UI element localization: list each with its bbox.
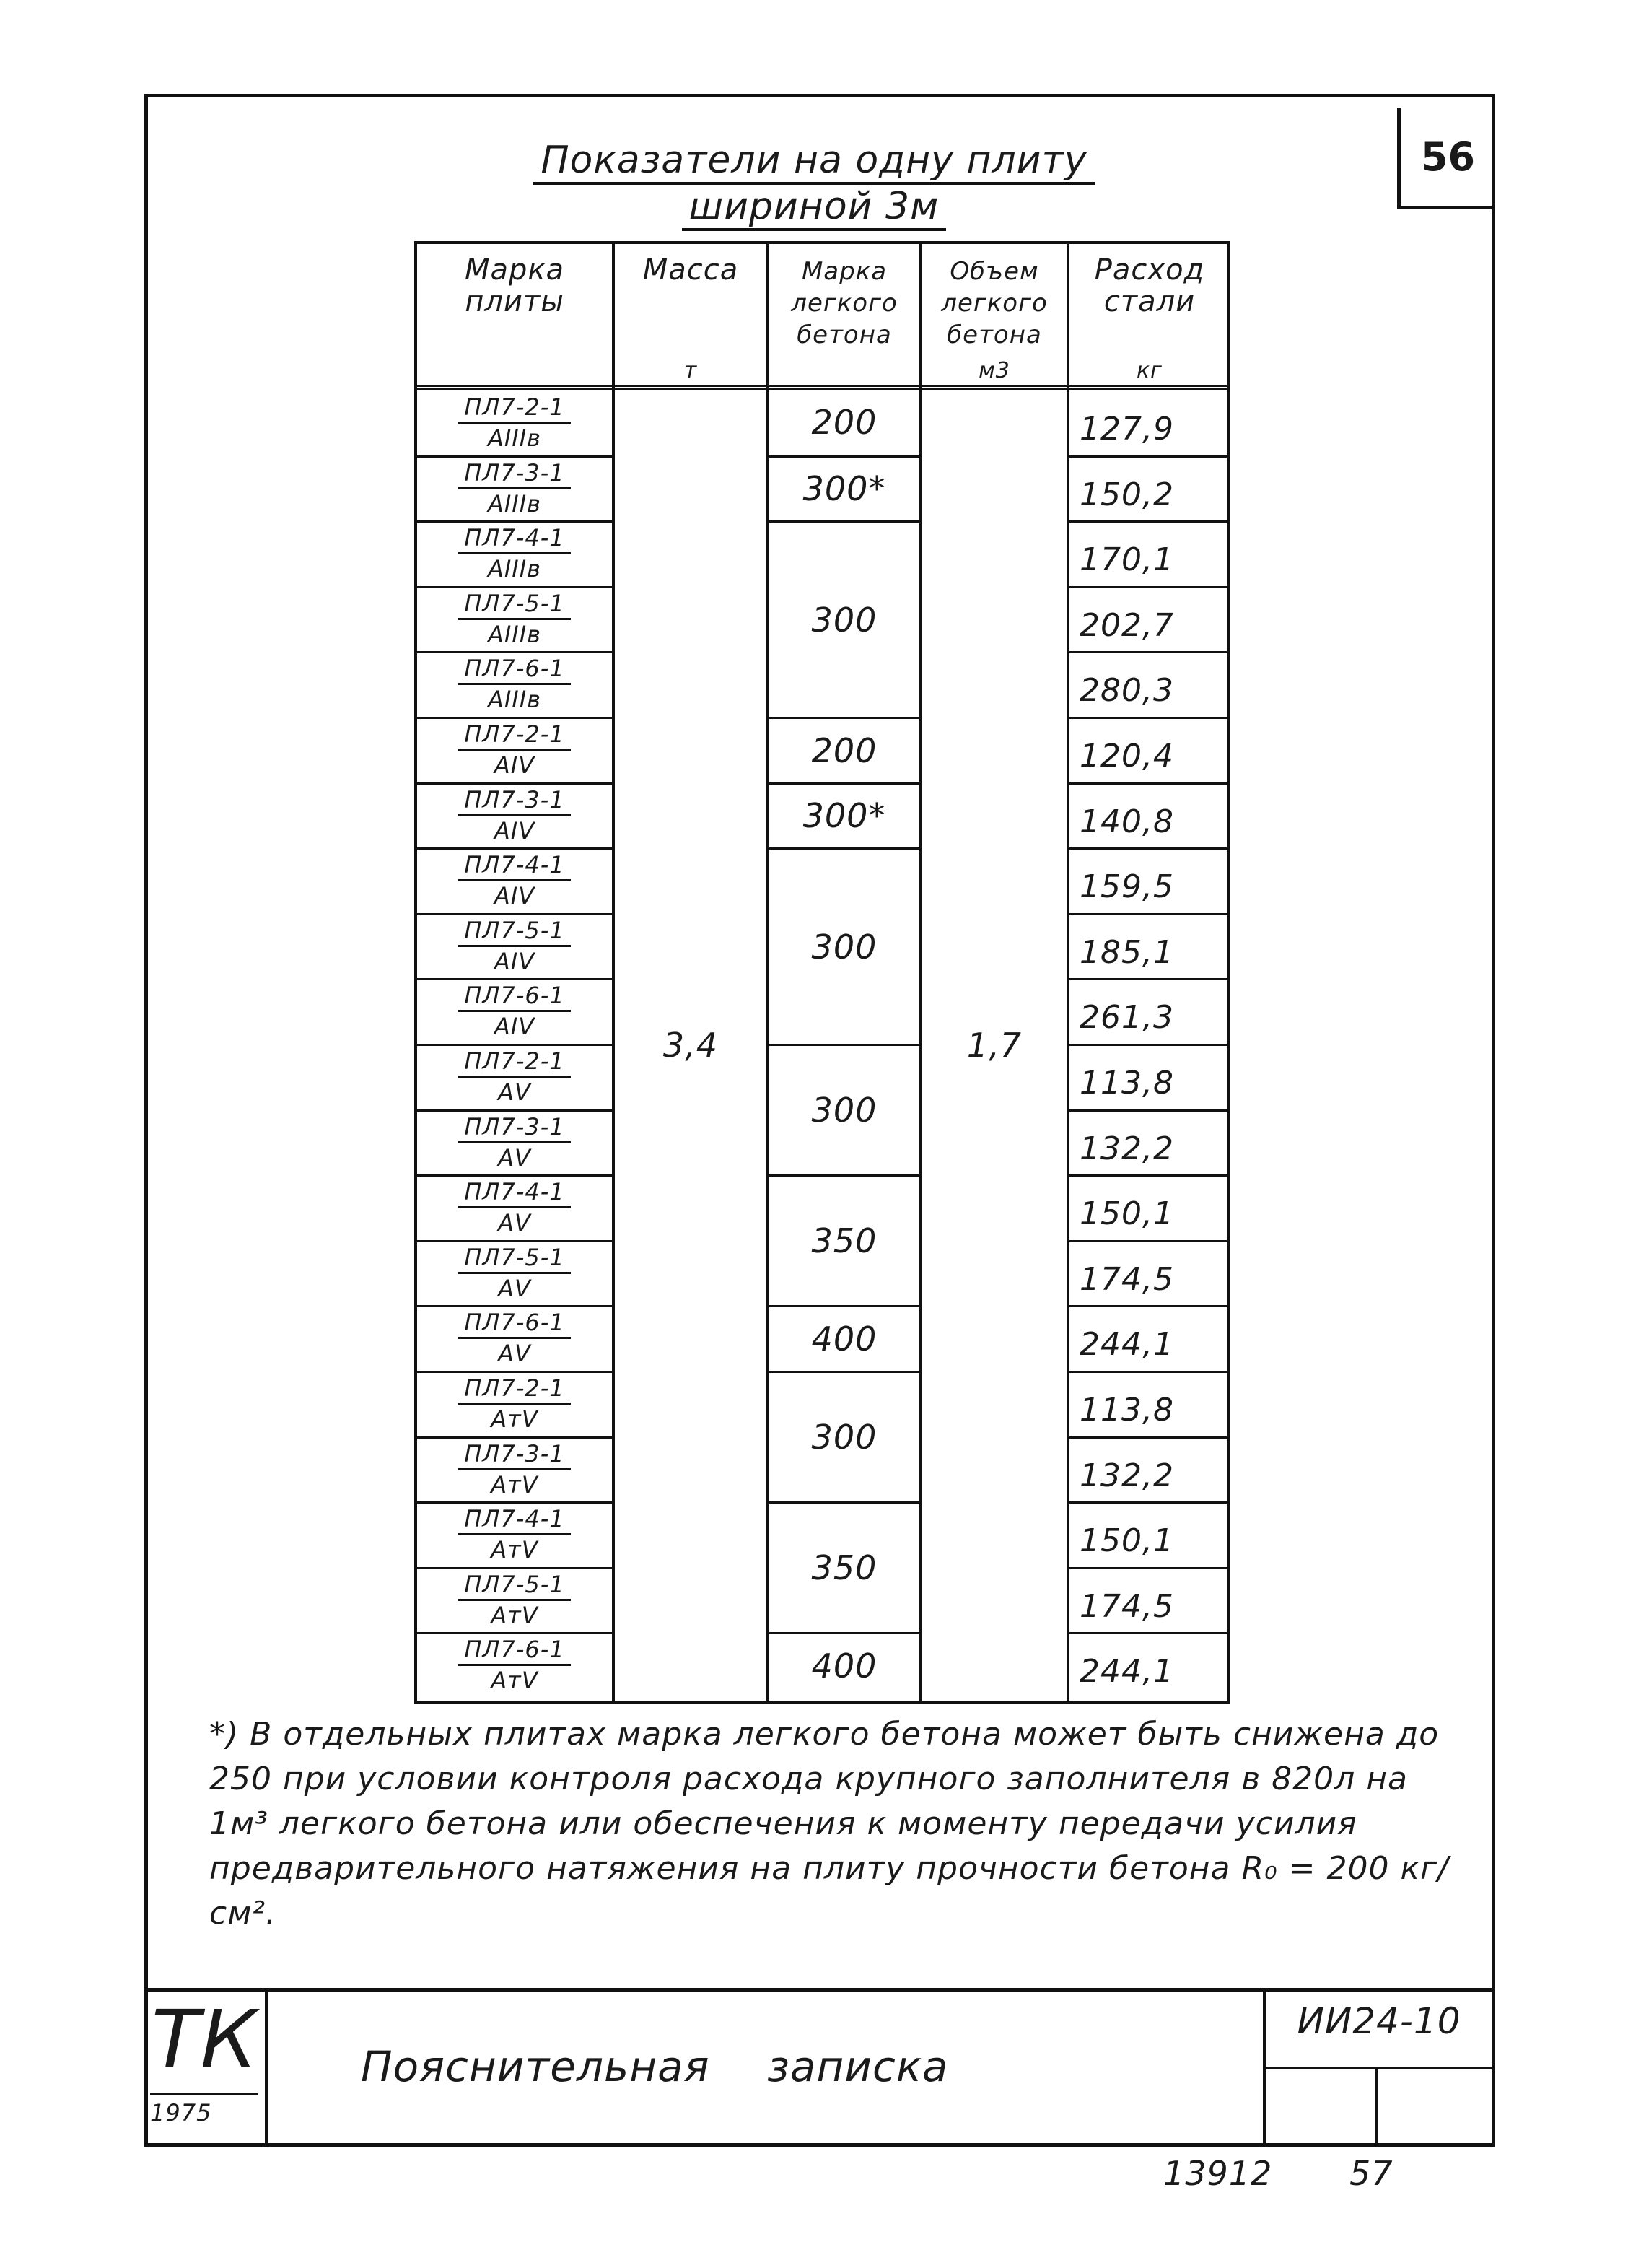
row-steel-class: АV <box>498 1209 531 1237</box>
row-steel-class: АIV <box>494 816 535 845</box>
document-title: Пояснительная записка <box>361 2042 949 2091</box>
row-mark <box>417 782 612 847</box>
concrete-grade-cell: 300 <box>769 1044 919 1174</box>
concrete-grade-cell: 300 <box>769 1371 919 1501</box>
row-steel-class: АIIIв <box>487 686 542 714</box>
code-divider <box>1266 2067 1492 2069</box>
row-steel-class: АтV <box>491 1536 538 1564</box>
row-mark <box>417 1240 612 1305</box>
row-steel-consumption: 120,4 <box>1080 738 1174 775</box>
header-steel: Расход стали кг <box>1069 244 1230 385</box>
org-box <box>144 1992 268 2147</box>
row-steel-consumption: 170,1 <box>1080 541 1174 579</box>
row-mark <box>417 1044 612 1109</box>
row-mark-number: ПЛ7-3-1 <box>458 1112 570 1143</box>
row-mark-number: ПЛ7-3-1 <box>458 458 570 489</box>
code-split <box>1375 2067 1378 2147</box>
row-steel-class: АIV <box>494 751 535 779</box>
row-mark <box>417 1174 612 1239</box>
row-mark-number: ПЛ7-3-1 <box>458 1439 570 1470</box>
row-steel-class: АтV <box>491 1601 538 1629</box>
volume-value: 1,7 <box>966 1026 1023 1065</box>
row-mark <box>417 1371 612 1436</box>
row-steel-class: АтV <box>491 1667 538 1695</box>
row-mark <box>417 1501 612 1566</box>
header-concrete-volume: Объем легкого бетона м3 <box>922 244 1067 385</box>
header-mark: Марка плиты <box>464 253 565 318</box>
row-mark-number: ПЛ7-5-1 <box>458 1243 570 1274</box>
year: 1975 <box>150 2093 258 2127</box>
row-mark <box>417 520 612 585</box>
row-steel-consumption: 150,2 <box>1080 476 1174 513</box>
concrete-grade-cell: 300 <box>769 847 919 1044</box>
row-steel-consumption: 113,8 <box>1080 1392 1174 1429</box>
concrete-grade-cell: 200 <box>769 717 919 782</box>
row-mark <box>417 978 612 1043</box>
row-mark-number: ПЛ7-4-1 <box>458 523 570 554</box>
row-mark <box>417 651 612 716</box>
row-mark-number: ПЛ7-5-1 <box>458 916 570 947</box>
row-steel-consumption: 159,5 <box>1080 868 1174 906</box>
row-steel-consumption: 261,3 <box>1080 999 1174 1037</box>
row-steel-consumption: 244,1 <box>1080 1326 1174 1364</box>
row-steel-consumption: 132,2 <box>1080 1457 1174 1494</box>
row-steel-class: АV <box>498 1143 531 1172</box>
page-title-line1: Показатели на одну плиту <box>533 139 1094 185</box>
row-steel-consumption: 132,2 <box>1080 1130 1174 1167</box>
row-steel-class: АIIIв <box>487 555 542 583</box>
concrete-grade-cell: 350 <box>769 1174 919 1305</box>
header-mass: Масса т <box>615 244 766 385</box>
row-steel-class: АV <box>498 1340 531 1368</box>
concrete-grade-cell: 300* <box>769 782 919 848</box>
concrete-grade-cell: 400 <box>769 1305 919 1371</box>
row-steel-consumption: 150,1 <box>1080 1195 1174 1233</box>
row-mark-number: ПЛ7-6-1 <box>458 981 570 1012</box>
row-mark <box>417 455 612 520</box>
header-mass-unit: т <box>683 358 698 383</box>
concrete-grade-cell: 300 <box>769 520 919 717</box>
page-title <box>0 139 1628 182</box>
archive-number: 13912 <box>1163 2154 1273 2193</box>
row-mark-number: ПЛ7-6-1 <box>458 1308 570 1339</box>
row-steel-class: АV <box>498 1078 531 1106</box>
row-mark-number: ПЛ7-4-1 <box>458 1177 570 1208</box>
row-steel-consumption: 113,8 <box>1080 1065 1174 1102</box>
row-steel-class: АIV <box>494 1013 535 1041</box>
code-box <box>1263 1992 1492 2147</box>
page-number: 57 <box>1349 2154 1393 2193</box>
row-mark-number: ПЛ7-5-1 <box>458 1570 570 1601</box>
concrete-grade-cell: 400 <box>769 1632 919 1698</box>
row-mark-number: ПЛ7-2-1 <box>458 393 570 424</box>
row-steel-class: АIIIв <box>487 489 542 518</box>
row-steel-class: АIV <box>494 882 535 910</box>
row-steel-class: АтV <box>491 1470 538 1499</box>
row-mark <box>417 717 612 782</box>
concrete-grade-cell: 350 <box>769 1501 919 1632</box>
row-mark <box>417 1109 612 1174</box>
concrete-grade-cell: 200 <box>811 403 878 442</box>
row-mark <box>417 1632 612 1697</box>
row-mark-number: ПЛ7-5-1 <box>458 589 570 620</box>
row-mark-number: ПЛ7-4-1 <box>458 850 570 881</box>
org-mark: ТК <box>151 1993 258 2085</box>
row-steel-consumption: 174,5 <box>1080 1260 1174 1298</box>
row-steel-class: АIV <box>494 947 535 975</box>
row-mark <box>417 1436 612 1501</box>
row-mark-number: ПЛ7-3-1 <box>458 785 570 816</box>
row-steel-consumption: 185,1 <box>1080 933 1174 971</box>
row-steel-consumption: 244,1 <box>1080 1653 1174 1691</box>
row-steel-consumption: 150,1 <box>1080 1522 1174 1560</box>
row-steel-class: АIIIв <box>487 620 542 648</box>
row-mark-number: ПЛ7-6-1 <box>458 654 570 685</box>
row-mark <box>417 390 612 455</box>
indicators-table <box>414 241 1230 1704</box>
row-mark-number: ПЛ7-6-1 <box>458 1635 570 1666</box>
row-mark-number: ПЛ7-4-1 <box>458 1504 570 1535</box>
row-steel-consumption: 127,9 <box>1080 411 1174 448</box>
row-mark-number: ПЛ7-2-1 <box>458 720 570 751</box>
row-mark <box>417 913 612 978</box>
header-volume-unit: м3 <box>979 358 1010 383</box>
document-code: ИИ24-10 <box>1297 2000 1461 2042</box>
row-steel-class: АIIIв <box>487 424 542 452</box>
title-block <box>144 1988 1495 2147</box>
page-subtitle <box>0 185 1628 228</box>
row-mark-number: ПЛ7-2-1 <box>458 1047 570 1078</box>
row-mark <box>417 1567 612 1632</box>
row-steel-consumption: 280,3 <box>1080 672 1174 710</box>
footnote: *) В отдельных плитах марка легкого бетона может быть снижена до 250 при условии контроля расхода крупного заполнителя в 820л на 1м³ легкого бетона или обеспечения к моменту передачи усилия предварительного натяжения на плиту прочности бетона R₀ = 200 кг/см². <box>209 1716 1450 1932</box>
concrete-grade-cell: 300* <box>769 455 919 521</box>
row-mark <box>417 847 612 912</box>
row-steel-consumption: 140,8 <box>1080 803 1174 840</box>
row-steel-consumption: 202,7 <box>1080 606 1174 644</box>
header-concrete-grade: Марка легкого бетона <box>791 257 898 349</box>
page-title-line2: шириной 3м <box>682 185 947 231</box>
row-mark-number: ПЛ7-2-1 <box>458 1374 570 1405</box>
mass-value: 3,4 <box>662 1026 719 1065</box>
row-steel-class: АтV <box>491 1405 538 1433</box>
header-steel-unit: кг <box>1137 358 1163 383</box>
row-mark <box>417 586 612 651</box>
row-steel-class: АV <box>498 1274 531 1302</box>
row-mark <box>417 1305 612 1370</box>
row-steel-consumption: 174,5 <box>1080 1587 1174 1625</box>
sheet-number: 56 <box>1397 108 1495 209</box>
